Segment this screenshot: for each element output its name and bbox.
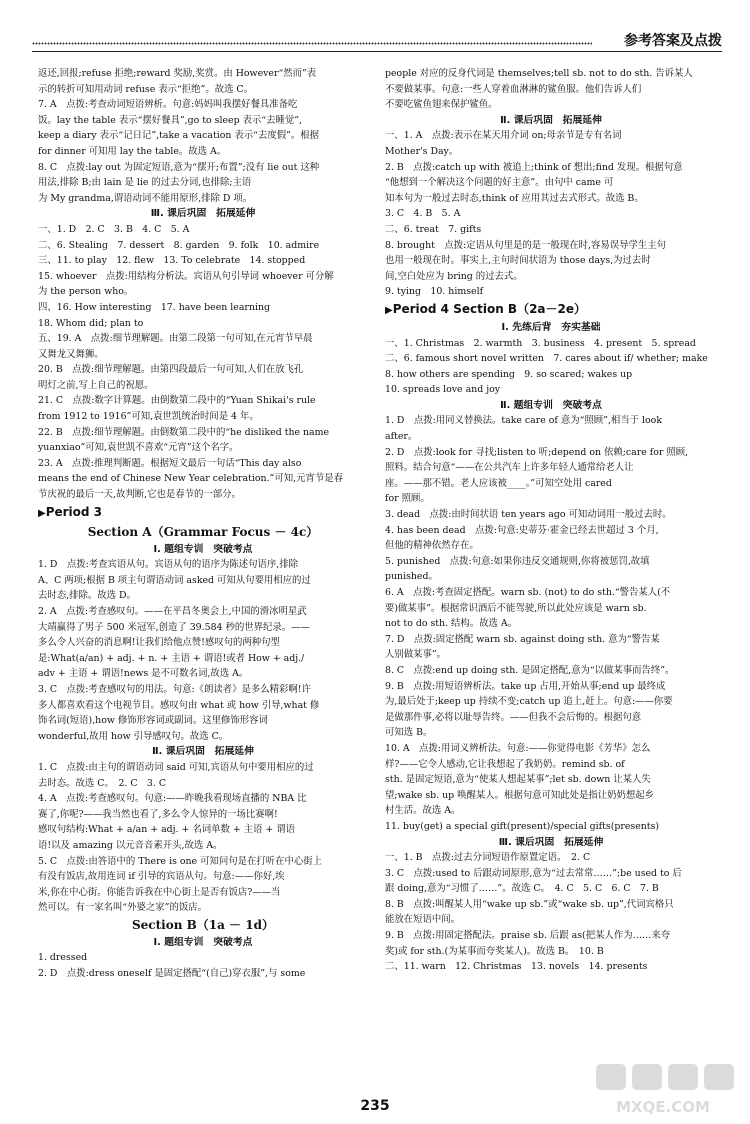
answer-line: means the end of Chinese New Year celebration.”可知,元宵节是春 [38,473,343,485]
answer-line: for dinner 可知用 lay the table。故选 A。 [38,145,227,157]
answer-line: 1. dressed [38,952,88,964]
answer-line: 为 My grandma,谓语动词不能用原形,排除 D 项。 [38,192,253,204]
answer-line: 5. C 点拨:由答语中的 There is one 可知问句是在打听在中心街上 [38,855,322,867]
answer-line: 4. A 点拨:考查感叹句。句意:——昨晚我看现场直播的 NBA 比 [38,793,307,805]
answer-line: 四、16. How interesting 17. have been learning [38,301,270,313]
answer-line: 2. A 点拨:考查感叹句。——在平昌冬奥会上,中国的滑冰明星武 [38,606,307,617]
answer-line: 饰名词(短语),how 修饰形容词或副词。这里修饰形容词 [38,715,268,727]
answer-line: 又舞龙又舞狮。 [38,348,104,360]
answer-line: 二、6. famous short novel written 7. cares about if/ whether; make [385,353,708,365]
answer-line: 去时态,排除。故选 D。 [38,590,136,602]
answer-line: 座。——那不错。老人应该被____。”可知空处用 cared [385,477,612,489]
answer-line: 饭。lay the table 表示“摆好餐具”,go to sleep 表示“去睡觉”, [38,114,302,126]
answer-line: 也用一般现在时。事实上,主句时间状语为 those days,为过去时 [385,255,651,267]
answer-line: 不要吃鲨鱼翅来保护鲨鱼。 [385,99,498,111]
answer-line: 用法,排除 B;由 lain 是 lie 的过去分词,也排除;主语 [38,177,252,189]
answer-line: 大靖赢得了男子 500 米冠军,创造了 39.584 秒的世界纪录。—— [38,621,310,633]
answer-line: 8. C 点拨:lay out 为固定短语,意为“摆开;布置”;没有 lie out 这种 [38,161,320,173]
answer-line: 赛了,你呢?——我当然也看了,多么令人惊异的一场比赛啊! [38,808,278,820]
answer-line: 22. B 点拨:细节理解题。由倒数第二段中的“he disliked the name [38,426,330,438]
section-heading: Ⅲ. 课后巩固 拓展延伸 [150,208,256,220]
answer-line: 但他的精神依然存在。 [385,540,479,552]
triangle-marker-icon: ▶ [385,304,393,316]
section-heading: Ⅱ. 课后巩固 拓展延伸 [500,114,602,126]
answer-line: 10. spreads love and joy [385,384,501,396]
answer-line: 照料。结合句意“——在公共汽车上许多年轻人通常给老人让 [385,462,634,474]
answer-line: 2. D 点拨:look for 寻找;listen to 听;depend on 依赖;care for 照顾, [385,446,689,458]
answer-line: 3. dead 点拨:由时间状语 ten years ago 可知动词用一般过去时。 [385,509,672,521]
answer-line: yuanxiao”可知,袁世凯不喜欢“元宵”这个名字。 [38,442,239,454]
left-column [38,66,368,982]
answer-line: 人别做某事”。 [385,649,447,661]
watermark-logo [588,1058,738,1118]
section-subtitle: Section B（1a － 1d） [132,917,274,932]
answer-line: 18. Whom did; plan to [38,317,144,329]
answer-line: 是:What(a/an) + adj. + n. + 主语 + 谓语!或者 How + adj./ [38,652,305,664]
answer-line: 可知选 B。 [385,727,433,739]
answer-line: 8. C 点拨:end up doing sth. 是固定搭配,意为“以做某事而告终”。 [385,664,675,676]
answer-line: not to do sth. 结构。故选 A。 [385,618,518,630]
answer-line: 6. A 点拨:考查固定搭配。warn sb. (not) to do sth.“警告某人(不 [385,587,671,598]
watermark-text: MXQE.COM [616,1098,710,1116]
answer-line: 21. C 点拨:数字计算题。由倒数第二段中的“Yuan Shikai's rule [38,395,316,407]
answer-line: punished。 [385,571,438,583]
answer-line: 多人都喜欢看这个电视节目。感叹句由 what 或 how 引导,what 修 [38,699,320,711]
answer-line: Mother's Day。 [385,145,459,157]
header-rule [32,51,722,52]
answer-line: 3. C 4. B 5. A [385,208,461,220]
answer-line: 7. A 点拨:考查动词短语辨析。句意:妈妈叫我摆好餐具准备吃 [38,99,298,111]
answer-line: 米,你在中心街。你能告诉我在中心街上是否有饭店?——当 [38,886,281,898]
answer-line: A、C 两项;根据 B 项主句谓语动词 asked 可知从句要用相应的过 [38,574,311,586]
answer-line: 感叹句结构:What + a/an + adj. + 名词单数 + 主语 + 谓语 [38,824,295,836]
section-heading: Ⅰ. 先练后背 夯实基础 [501,321,601,333]
answer-line: sth. 是固定短语,意为“使某人想起某事”;let sb. down 让某人失 [385,774,651,786]
answer-line: 9. tying 10. himself [385,286,484,298]
answer-line: 一、1. A 点拨:表示在某天用介词 on;母亲节是专有名词 [385,130,622,142]
answer-line: 9. B 点拨:用固定搭配法。praise sb. 后跟 as(把某人作为……来夸 [385,930,671,942]
answer-line: 一、1. D 2. C 3. B 4. C 5. A [38,223,190,235]
answer-line: 7. D 点拨:固定搭配 warn sb. against doing sth. 意为“警告某 [385,633,660,645]
answer-line: “他想到一个解决这个问题的好主意”。由句中 came 可 [385,177,614,189]
answer-line: keep a diary 表示“记日记”,take a vacation 表示“去度假”。根据 [38,130,319,142]
answer-line: after。 [385,431,418,443]
answer-line: 间,空白处应为 bring 的过去式。 [385,270,523,282]
answer-line: 4. has been dead 点拨:句意:史蒂芬·霍金已经去世超过 3 个月, [385,524,659,536]
answer-line: 明灯之前,写上自己的祝愿。 [38,379,154,391]
answer-line: 9. B 点拨:用短语辨析法。take up 占用,开始从事;end up 最终成 [385,680,666,692]
answer-line: 村生活。故选 A。 [385,805,461,817]
header-dot-rule [32,42,592,45]
answer-line: 三、11. to play 12. flew 13. To celebrate 14. stopped [38,255,306,267]
answer-line: 跟 doing,意为“习惯了……”。故选 C。 4. C 5. C 6. C 7. B [385,883,659,895]
answer-line: 8. how others are spending 9. so scared; wakes up [385,368,633,380]
section-heading: Ⅲ. 课后巩固 拓展延伸 [498,836,604,848]
answer-line: 二、6. Stealing 7. dessert 8. garden 9. folk 10. admire [38,239,320,251]
answer-line: 为,最后处于;keep up 持续不变;catch up 追上,赶上。句意:——你要 [385,696,673,708]
answer-line: 五、19. A 点拨:细节理解题。由第二段第一句可知,在元宵节早晨 [38,333,313,345]
answer-line: 望;wake sb. up 唤醒某人。根据句意可知此处是指让奶奶想起乡 [385,789,655,801]
answer-line: 一、1. Christmas 2. warmth 3. business 4. present 5. spread [385,337,696,349]
answer-line: 能放在短语中间。 [385,914,461,926]
answer-line: 23. A 点拨:推理判断题。根据短文最后一句话“This day also [38,457,302,469]
answer-line: 样?——它令人感动,它让我想起了我奶奶。remind sb. of [385,758,625,770]
answer-line: 二、11. warn 12. Christmas 13. novels 14. presents [385,961,648,973]
page-header [0,0,750,58]
answer-line: 一、1. B 点拨:过去分词短语作原置定语。 2. C [385,852,591,864]
answer-line: 多么令人兴奋的消息啊!让我们给他点赞!感叹句的两种句型 [38,637,280,649]
answer-line: 有没有饭店,故用连词 if 引导的宾语从句。句意:——你好,埃 [38,871,285,883]
answer-line: for 照顾。 [385,493,430,505]
section-heading: Ⅱ. 课后巩固 拓展延伸 [152,746,254,758]
section-heading: Ⅰ. 题组专训 突破考点 [153,543,253,555]
answer-line: from 1912 to 1916”可知,袁世凯统治时间是 4 年。 [38,411,259,423]
answer-line: 15. whoever 点拨:用结构分析法。宾语从句引导词 whoever 可分解 [38,270,334,282]
answer-line: 1. C 点拨:由主句的谓语动词 said 可知,宾语从句中要用相应的过 [38,761,314,773]
answer-line: 5. punished 点拨:句意:如果你违反交通规则,你将被惩罚,故填 [385,555,650,567]
section-heading: Ⅰ. 题组专训 突破考点 [153,936,253,948]
page-number: 235 [360,1098,390,1114]
answer-line: people 对应的反身代词是 themselves;tell sb. not to do sth. 告诉某人 [385,68,693,79]
section-heading: Ⅱ. 题组专训 突破考点 [500,399,602,411]
answer-line: wonderful,故用 how 引导感叹句。故选 C。 [38,730,229,742]
answer-line: 去时态。故选 C。 2. C 3. C [38,777,167,789]
answer-line: 节庆祝的最后一天,故判断,它也是春节的一部分。 [38,489,241,501]
period-heading: ▶Period 4 Section B（2a－2e） [385,301,586,316]
answer-line: adv + 主语 + 谓语!news 是不可数名词,故选 A。 [38,668,249,680]
answer-line: 1. D 点拨:考查宾语从句。宾语从句的语序为陈述句语序,排除 [38,559,298,571]
answer-line: 2. D 点拨:dress oneself 是固定搭配“(自己)穿衣服”,与 some [38,968,306,980]
answer-line: 然可以。有一家名叫“外婆之家”的饭店。 [38,902,207,914]
period-heading: ▶Period 3 [38,504,103,519]
answer-line: 8. brought 点拨:定语从句里是的是一般现在时,容易误导学生主句 [385,239,667,251]
answer-line: 8. B 点拨:叫醒某人用“wake up sb.”或“wake sb. up”,代词宾格只 [385,898,674,910]
answer-line: 1. D 点拨:用同义替换法。take care of 意为“照顾”,相当于 look [385,415,662,427]
answer-line: 语!以及 amazing 以元音音素开头,故选 A。 [38,839,223,851]
answer-line: 10. A 点拨:用词义辨析法。句意:——你觉得电影《芳华》怎么 [385,742,651,754]
answer-line: 3. C 点拨:考查感叹句的用法。句意:《朗读者》是多么精彩啊!许 [38,683,311,695]
triangle-marker-icon: ▶ [38,507,46,519]
right-column [385,66,717,975]
answer-line: 为 the person who。 [38,286,134,298]
header-title: 参考答案及点拨 [624,33,722,49]
answer-line: 奖)或 for sth.(为某事而夸奖某人)。故选 B。 10. B [385,945,604,957]
section-subtitle: Section A（Grammar Focus － 4c） [87,524,319,539]
answer-line: 不要做某事。句意:一些人穿着血淋淋的鲨鱼服。他们告诉人们 [385,83,642,95]
answer-line: 知本句为一般过去时态,think of 应用其过去式形式。故选 B。 [385,192,644,204]
answer-line: 是做那件事,必将以耻辱告终。——但我不会后悔的。根据句意 [385,711,642,723]
answer-line: 20. B 点拨:细节理解题。由第四段最后一句可知,人们在放飞孔 [38,364,304,376]
answer-line: 二、6. treat 7. gifts [385,223,482,235]
answer-line: 2. B 点拨:catch up with 被追上;think of 想出;find 发现。根据句意 [385,161,683,173]
answer-line: 11. buy(get) a special gift(present)/special gifts(presents) [385,820,660,832]
answer-line: 示的转折可知用动词 refuse 表示“拒绝”。故选 C。 [38,83,253,95]
answer-line: 返还,回报;refuse 拒绝;reward 奖励,奖赏。由 However“然而”表 [38,68,317,79]
answer-line: 3. C 点拨:used to 后跟动词原形,意为“过去常常……”;be used to 后 [385,867,682,879]
answer-line: 要)做某事”。根据常识酒后不能驾驶,所以此处应该是 warn sb. [385,602,647,614]
